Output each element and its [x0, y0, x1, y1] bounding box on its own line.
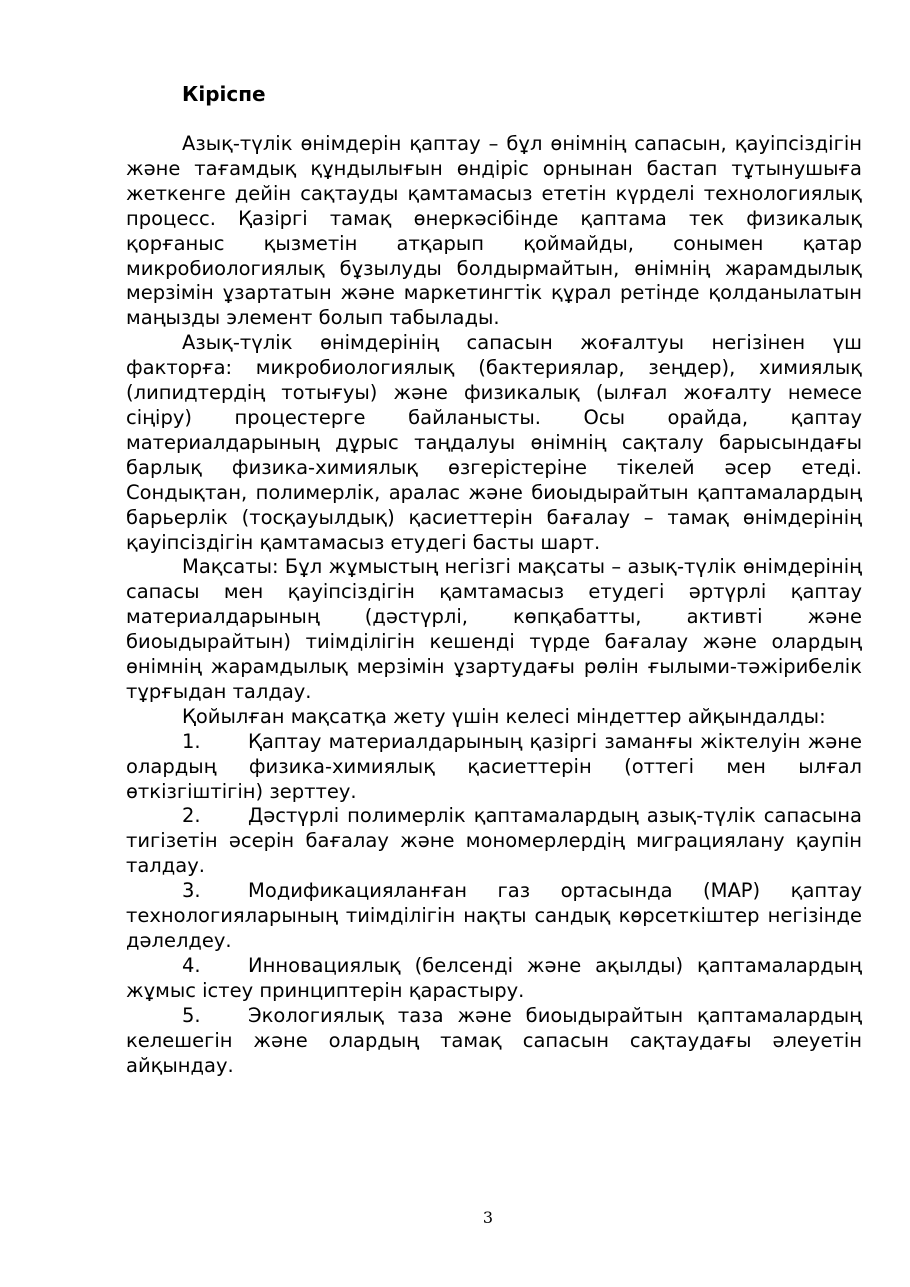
page-number: 3 — [482, 1208, 494, 1227]
task-number: 3. — [182, 879, 201, 903]
task-number: 4. — [182, 953, 201, 977]
task-number: 1. — [182, 729, 201, 753]
document-page — [126, 80, 862, 1078]
task-item-5 — [126, 1004, 862, 1079]
task-number: 2. — [182, 804, 201, 828]
intro-paragraph-1: Азық-түлік өнімдерін қаптау – бұл өнімнің сапасын, қауіпсіздігін және тағамдық құндылығын өндіріс орнынан бастап тұтынушыға жеткенге дейін сақтауды қамтамасыз ететін күрделі технологиялық процесс. Қазіргі тамақ өнеркәсібінде қаптама тек физикалық қорғаныс қызметін атқарып қоймайды, сонымен қатар микробиологиялық бұзылуды болдырмайтын, өнімнің жарамдылық мерзімін ұзартатын және маркетингтік құрал ретінде қолданылатын маңызды элемент болып табылады. — [126, 132, 862, 330]
task-list — [126, 730, 862, 1079]
task-text: Қаптау материалдарының қазіргі заманғы жіктелуін және олардың физика-химиялық қасиеттерін (оттегі мен ылғал өткізгіштігін) зерттеу. — [126, 729, 862, 803]
task-number: 5. — [182, 1003, 201, 1027]
section-heading: Кіріспе — [182, 82, 266, 106]
intro-paragraph-2: Азық-түлік өнімдерінің сапасын жоғалтуы негізінен үш факторға: микробиологиялық (бактериялар, зеңдер), химиялық (липидтердің тотығуы) және физикалық (ылғал жоғалту немесе сіңіру) процестерге байланысты. Осы орайда, қаптау материалдарының дұрыс таңдалуы өнімнің сақталу барысындағы барлық физика-химиялық өзгерістеріне тікелей әсер етеді. Сондықтан, полимерлік, аралас және биоыдырайтын қаптамалардың барьерлік (тосқауылдық) қасиеттерін бағалау – тамақ өнімдерінің қауіпсіздігін қамтамасыз етудегі басты шарт. — [126, 331, 862, 554]
task-text: Экологиялық таза және биоыдырайтын қаптамалардың келешегін және олардың тамақ сапасын сақтаудағы әлеуетін айқындау. — [126, 1003, 862, 1077]
task-text: Модификацияланған газ ортасында (МАР) қаптау технологияларының тиімділігін нақты сандық көрсеткіштер негізінде дәлелдеу. — [126, 879, 862, 952]
task-text: Инновациялық (белсенді және ақылды) қаптамалардың жұмыс істеу принциптерін қарастыру. — [126, 953, 862, 1002]
task-item-1 — [126, 730, 862, 805]
task-text: Дәстүрлі полимерлік қаптамалардың азық-түлік сапасына тигізетін әсерін бағалау және мономерлердің миграциялану қаупін талдау. — [126, 804, 862, 878]
task-item-2 — [126, 804, 862, 879]
task-item-4 — [126, 954, 862, 1004]
tasks-intro-paragraph: Қойылған мақсатқа жету үшін келесі міндеттер айқындалды: — [182, 704, 826, 728]
task-item-3 — [126, 879, 862, 954]
goal-paragraph: Мақсаты: Бұл жұмыстың негізгі мақсаты – азық-түлік өнімдерінің сапасы мен қауіпсіздігін қамтамасыз етудегі әртүрлі қаптау материалдарының (дәстүрлі, көпқабатты, активті және биоыдырайтын) тиімділігін кешенді түрде бағалау және олардың өнімнің жарамдылық мерзімін ұзартудағы рөлін ғылыми-тәжірибелік тұрғыдан талдау. — [126, 555, 862, 703]
